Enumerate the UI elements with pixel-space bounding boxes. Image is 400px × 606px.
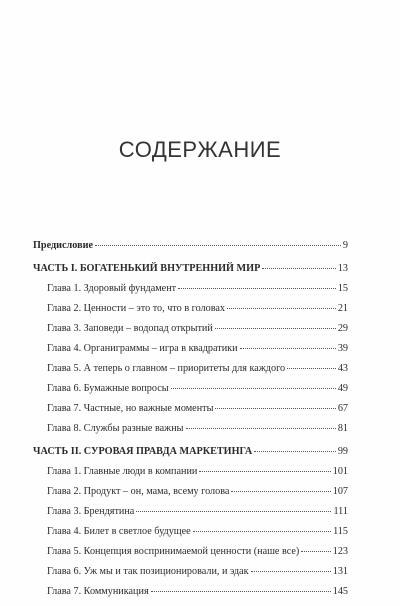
dot-leader <box>186 428 336 429</box>
toc-entry-label: Глава 7. Частные, но важные моменты <box>47 403 214 414</box>
toc-entry-page-number: 39 <box>337 343 348 354</box>
toc-chapter-entry <box>33 363 348 383</box>
dot-leader <box>178 288 336 289</box>
toc-entry-label: Глава 2. Ценности – это то, что в головах <box>47 303 226 314</box>
toc-chapter-entry <box>33 423 348 443</box>
toc-entry-label: Глава 1. Здоровый фундамент <box>47 283 177 294</box>
toc-chapter-entry <box>33 323 348 343</box>
dot-leader <box>95 245 341 246</box>
toc-chapter-entry <box>33 403 348 423</box>
dot-leader <box>240 348 336 349</box>
toc-entry-page-number: 21 <box>337 303 348 314</box>
toc-entry-page-number: 107 <box>332 486 348 497</box>
dot-leader <box>215 408 335 409</box>
dot-leader <box>227 308 336 309</box>
toc-chapter-entry <box>33 303 348 323</box>
toc-entry-label: Предисловие <box>33 240 93 251</box>
dot-leader <box>199 471 330 472</box>
toc-entry-page-number: 115 <box>333 526 348 537</box>
toc-entry-page-number: 99 <box>337 446 348 457</box>
page-title: СОДЕРЖАНИЕ <box>118 137 282 162</box>
toc-entry-page-number: 9 <box>342 240 348 251</box>
toc-chapter-entry <box>33 343 348 363</box>
toc-entry-page-number: 145 <box>332 586 348 597</box>
toc-entry-page-number: 29 <box>337 323 348 334</box>
toc-entry-page-number: 15 <box>337 283 348 294</box>
dot-leader <box>254 451 336 452</box>
dot-leader <box>251 571 331 572</box>
toc-chapter-entry <box>33 586 348 606</box>
dot-leader <box>231 491 330 492</box>
dot-leader <box>151 591 331 592</box>
toc-entry-page-number: 43 <box>337 363 348 374</box>
toc-entry-label: Глава 3. Заповеди – водопад открытий <box>47 323 213 334</box>
toc-preface-entry <box>33 240 348 260</box>
toc-entry-label: Глава 2. Продукт – он, мама, всему голова <box>47 486 230 497</box>
toc-entry-page-number: 81 <box>337 423 348 434</box>
toc-entry-page-number: 101 <box>332 466 348 477</box>
toc-chapter-entry <box>33 566 348 586</box>
toc-part-entry <box>33 263 348 283</box>
dot-leader <box>193 531 331 532</box>
toc-entry-label: Глава 6. Уж мы и так позиционировали, и эдак <box>47 566 249 577</box>
dot-leader <box>301 551 330 552</box>
toc-chapter-entry <box>33 506 348 526</box>
dot-leader <box>262 268 336 269</box>
toc-chapter-entry <box>33 546 348 566</box>
toc-part-entry <box>33 446 348 466</box>
toc-entry-label: Глава 4. Органиграммы – игра в квадратики <box>47 343 238 354</box>
toc-chapter-entry <box>33 283 348 303</box>
toc-chapter-entry <box>33 383 348 403</box>
dot-leader <box>215 328 336 329</box>
dot-leader <box>287 368 336 369</box>
toc-entry-label: Глава 4. Билет в светлое будущее <box>47 526 191 537</box>
toc-entry-label: Глава 3. Брендятина <box>47 506 135 517</box>
dot-leader <box>136 511 331 512</box>
toc-entry-page-number: 131 <box>332 566 348 577</box>
toc-entry-page-number: 13 <box>337 263 348 274</box>
dot-leader <box>171 388 336 389</box>
toc-entry-label: Глава 1. Главные люди в компании <box>47 466 198 477</box>
toc-entry-label: ЧАСТЬ II. СУРОВАЯ ПРАВДА МАРКЕТИНГА <box>33 446 253 457</box>
toc-entry-label: Глава 8. Службы разные важны <box>47 423 184 434</box>
toc-entry-label: Глава 6. Бумажные вопросы <box>47 383 169 394</box>
toc-entry-label: Глава 7. Коммуникация <box>47 586 149 597</box>
toc-entry-label: ЧАСТЬ I. БОГАТЕНЬКИЙ ВНУТРЕННИЙ МИР <box>33 263 261 274</box>
table-of-contents <box>33 240 348 606</box>
toc-entry-page-number: 67 <box>337 403 348 414</box>
toc-entry-label: Глава 5. Концепция воспринимаемой ценности (наше все) <box>47 546 300 557</box>
toc-entry-page-number: 123 <box>332 546 348 557</box>
toc-entry-label: Глава 5. А теперь о главном – приоритеты для каждого <box>47 363 286 374</box>
toc-chapter-entry <box>33 526 348 546</box>
toc-chapter-entry <box>33 466 348 486</box>
toc-chapter-entry <box>33 486 348 506</box>
toc-entry-page-number: 49 <box>337 383 348 394</box>
toc-entry-page-number: 111 <box>333 506 348 517</box>
